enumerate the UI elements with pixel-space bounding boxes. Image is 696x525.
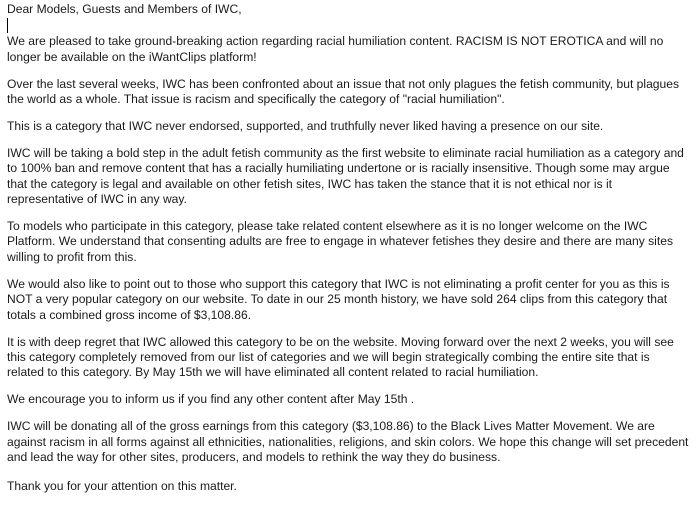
- paragraph-profit: We would also like to point out to those who support this category that IWC is not eliminating a profit center for you as this is NOT a very popular category on our website. To date in our 25 month history, we have sold 264 clips from this category that totals a combined gross income of $3,108.86.: [7, 276, 670, 322]
- paragraph-models: To models who participate in this category, please take related content elsewhere as it is no longer welcome on the IWC Platform. We understand that consenting adults are free to engage in whatever fetishes they desire and there are many sites willing to profit from this.: [7, 219, 673, 264]
- paragraph-background: Over the last several weeks, IWC has been confronted about an issue that not only plagues the fetish community, but plagues the world as a whole. That issue is racism and specifically the category of "racial humiliation".: [7, 76, 680, 107]
- letter-greeting: Dear Models, Guests and Members of IWC,: [7, 2, 242, 16]
- paragraph-ban: IWC will be taking a bold step in the adult fetish community as the first website to eliminate racial humiliation as a category and to 100% ban and remove content that has a racially humiliating undertone or is racially insensitive. Though some may argue that the category is legal and available on other fetish sites, IWC has taken the stance that it is not ethical nor is it representative of IWC in any way.: [7, 145, 684, 207]
- paragraph-announcement: We are pleased to take ground-breaking action regarding racial humiliation content. RACISM IS NOT EROTICA and will no longer be available on the iWantClips platform!: [7, 34, 664, 64]
- paragraph-stance: This is a category that IWC never endorsed, supported, and truthfully never liked having a presence on our site.: [7, 119, 604, 134]
- text-caret: [7, 18, 8, 33]
- paragraph-report: We encourage you to inform us if you find any other content after May 15th .: [7, 392, 415, 407]
- paragraph-donation: IWC will be donating all of the gross earnings from this category ($3,108.86) to the Black Lives Matter Movement. We are against racism in all forms against all ethnicities, nationalities, religions, and skin colors. We hope this change will set precedent and lead the way for other sites, producers, and models to rethink the way they do business.: [7, 419, 689, 464]
- text-cursor-line[interactable]: [7, 17, 689, 34]
- letter-closing: Thank you for your attention on this matter.: [7, 479, 237, 494]
- letter-body[interactable]: [7, 2, 689, 506]
- paragraph-regret: It is with deep regret that IWC allowed this category to be on the website. Moving forward over the next 2 weeks, you will see this category completely removed from our list of categories and we will begin strategically combing the entire site that is related to this category. By May 15th we will have eliminated all content related to racial humiliation.: [7, 334, 674, 380]
